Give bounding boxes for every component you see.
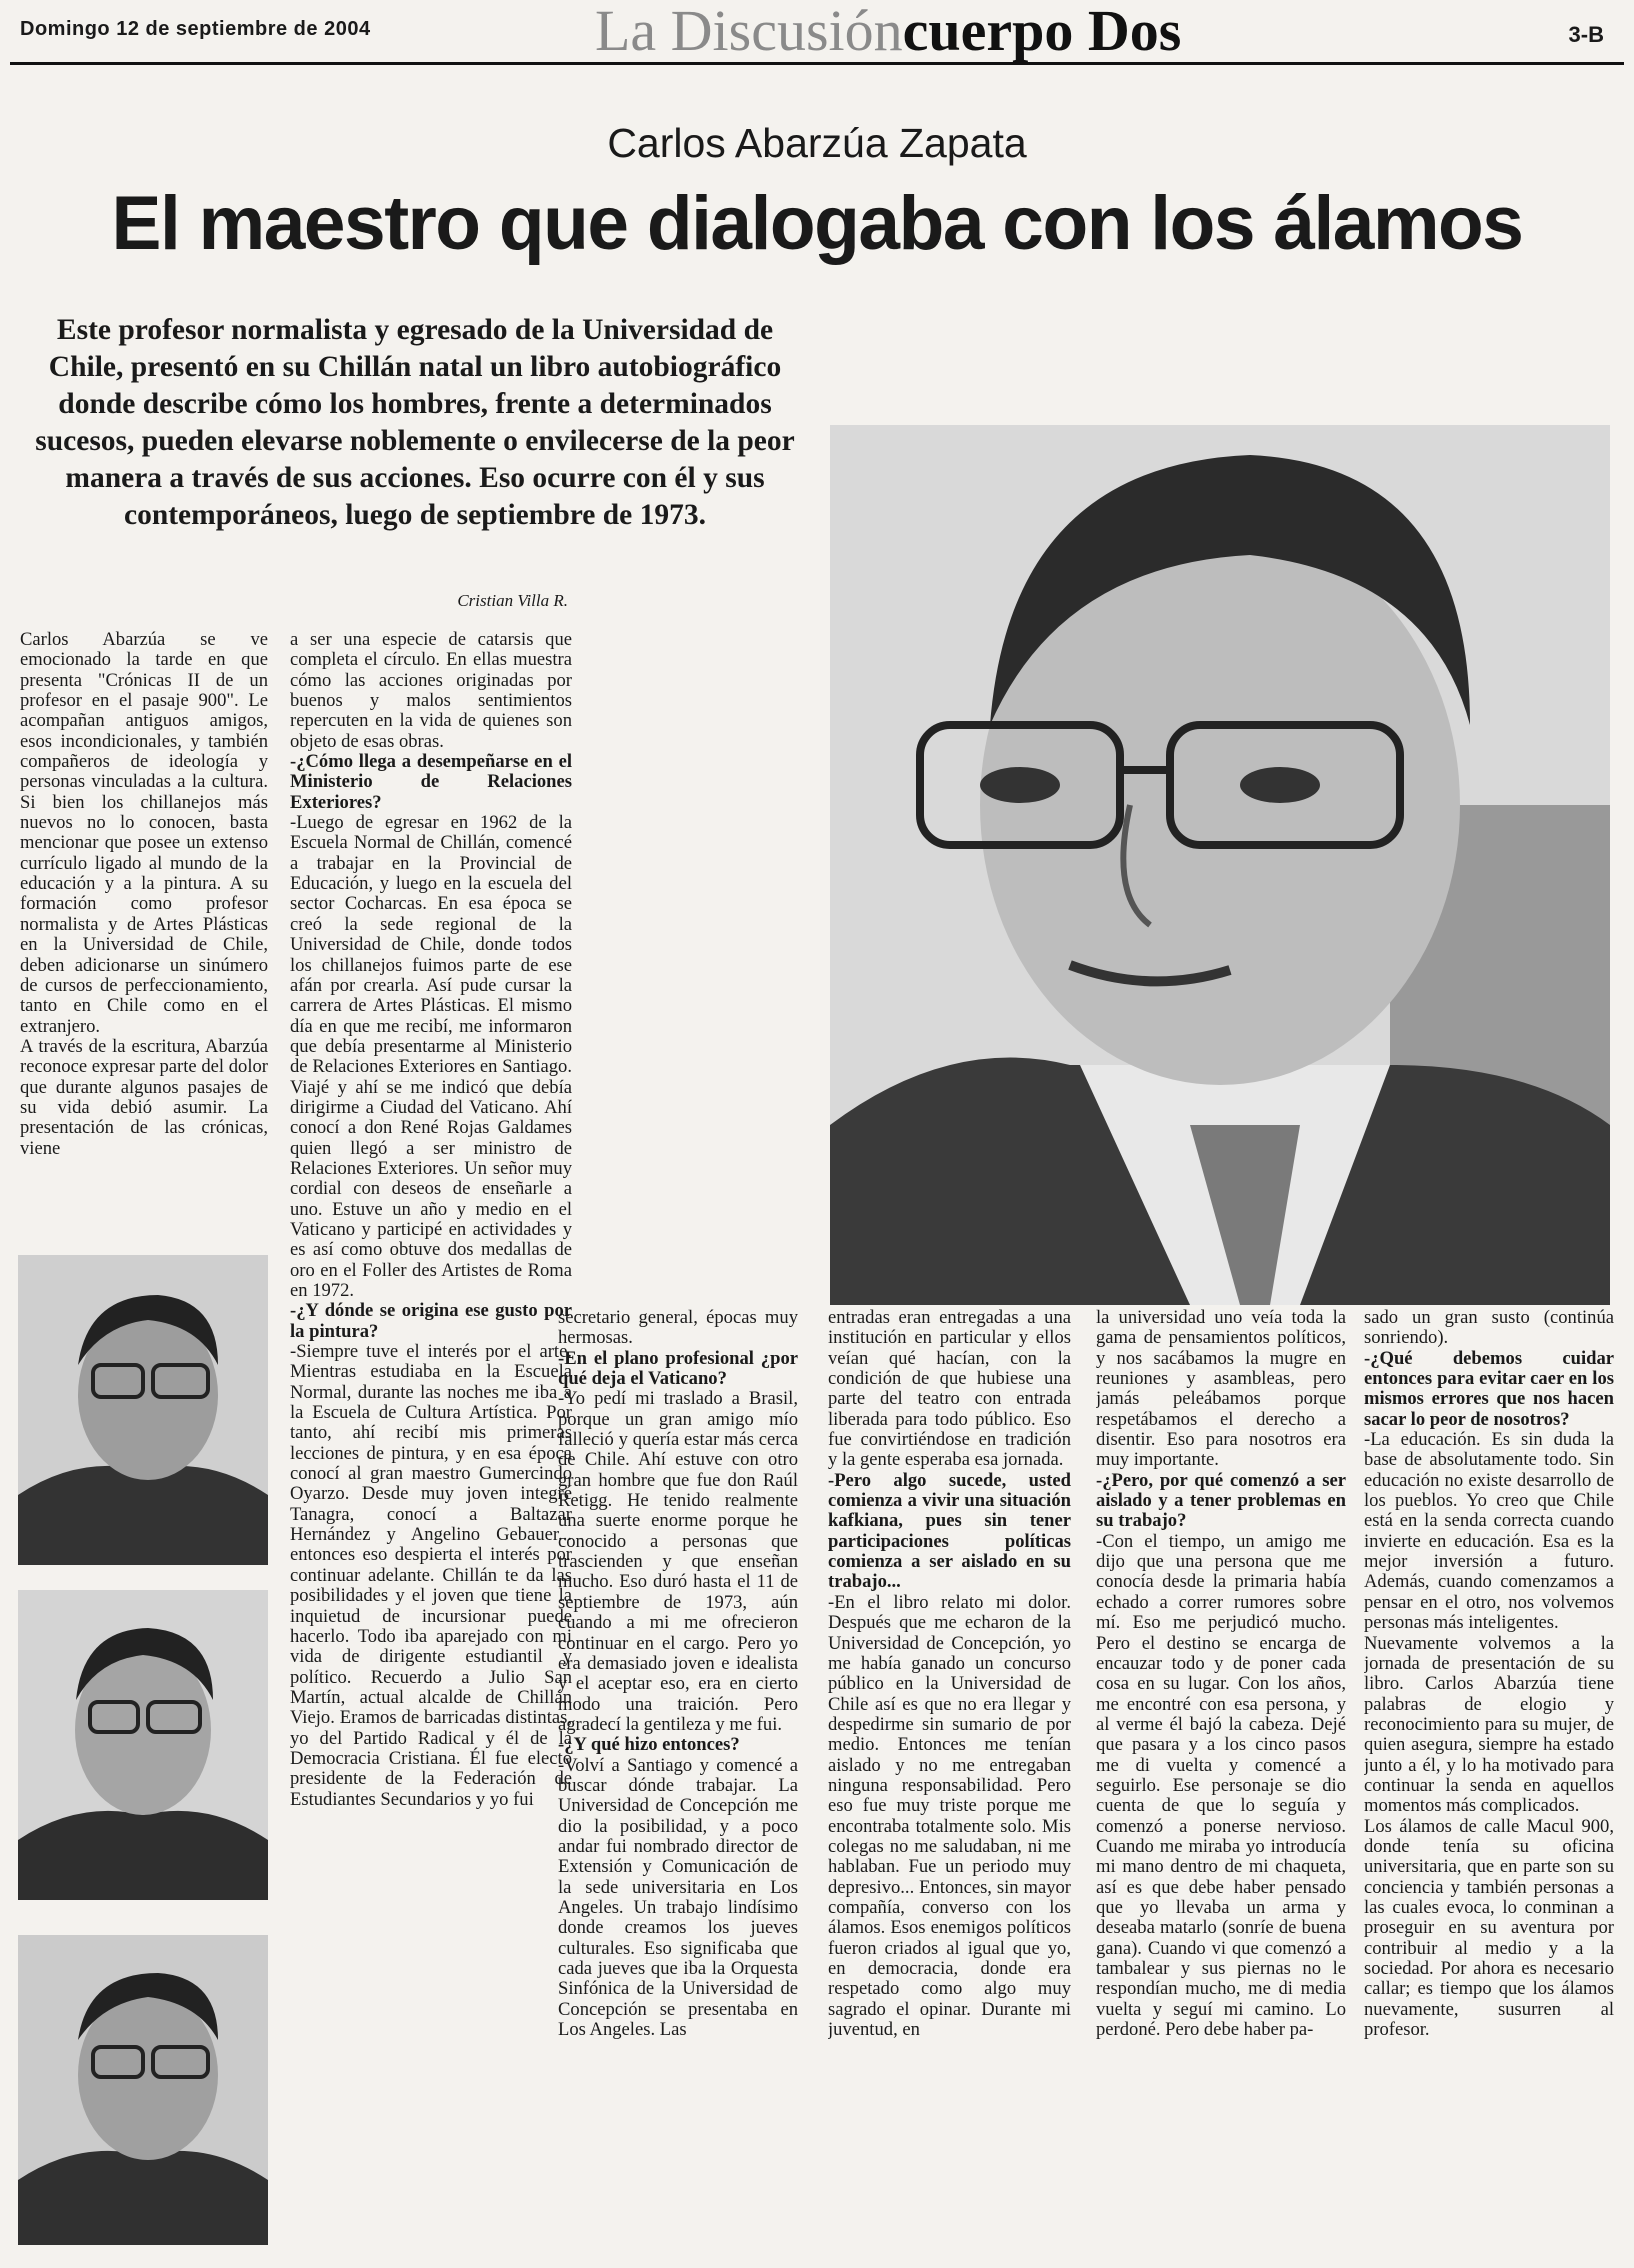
section-name: cuerpo Dos bbox=[902, 0, 1182, 63]
article-column-2 bbox=[290, 630, 572, 2264]
portrait-thumbnail-1 bbox=[18, 1255, 268, 1565]
interview-question: -¿Y qué hizo entonces? bbox=[558, 1734, 740, 1756]
paragraph: entradas eran entregadas a una institución en particular y ellos veían qué hacían, con la condición de que hubiese una parte del teatro con entrada liberada para todo público. Eso fue convirtiéndose en tradición y la gente esperaba esa jornada. bbox=[828, 1308, 1071, 1471]
portrait-illustration bbox=[830, 425, 1610, 1305]
paragraph: -Volví a Santiago y comencé a buscar dónde trabajar. La Universidad de Concepción me dio la posibilidad, y a poco andar fui nombrado director de Extensión y Comunicación de la sede universitaria en Los Angeles. Un trabajo lindísimo donde creamos los jueves culturales. Eso significaba que cada jueves que iba la Orquesta Sinfónica de la Universidad de Concepción se presentaba en Los Angeles. Las bbox=[558, 1754, 798, 2041]
interview-question: -En el plano profesional ¿por qué deja el Vaticano? bbox=[558, 1347, 798, 1390]
paragraph: -La educación. Es sin duda la base de absolutamente todo. Sin educación no existe desarrollo de los pueblos. Yo creo que Chile está en la senda correcta cuando invierte en educación. Esa es la mejor inversión a futuro. Además, cuando comenzamos a pensar en el otro, nos volvemos personas más inteligentes. bbox=[1364, 1429, 1614, 1634]
paragraph: -Siempre tuve el interés por el arte. Mientras estudiaba en la Escuela Normal, durante las noches me iba a la Escuela de Cultura Artística. Por tanto, ahí recibí mis primeras lecciones de pintura, y en esa época conocí al gran maestro Gumercindo Oyarzo. Desde muy joven integré Tanagra, conocí a Baltazar Hernández y Angelino Gebauer... entonces eso despierta el interés por continuar adelante. Chillán te da las posibilidades y el joven que tiene la inquietud de incursionar puede hacerlo. Todo iba aparejado con mi vida de dirigente estudiantil y político. Recuerdo a Julio San Martín, actual alcalde de Chillán Viejo. Eramos de barricadas distintas, yo del Partido Radical y él de la Democracia Cristiana. Él fue electo presidente de la Federación de Estudiantes Secundarios y yo fui bbox=[290, 1341, 572, 1810]
article-column-3 bbox=[558, 1308, 798, 2268]
article-column-4 bbox=[828, 1308, 1071, 2268]
paragraph: Nuevamente volvemos a la jornada de presentación de su libro. Carlos Abarzúa tiene palabras de elogio y reconocimiento para su mujer, de quien asegura, siempre ha estado junto a él, y lo ha motivado para continuar la senda en aquellos momentos más complicados. bbox=[1364, 1632, 1614, 1817]
masthead bbox=[595, 0, 1181, 62]
interview-question: -¿Cómo llega a desempeñarse en el Ministerio de Relaciones Exteriores? bbox=[290, 751, 572, 813]
paragraph: -En el libro relato mi dolor. Después que me echaron de la Universidad de Concepción, yo me había ganado un concurso público en la Universidad de Chile así es que no era llegar y despedirme sin sumario de por medio. Entonces me tenían aislado y no me entregaban ninguna responsabilidad. Pero eso fue muy triste porque me encontraba totalmente solo. Mis colegas no me saludaban, ni me hablaban. Fue un periodo muy depresivo... Entonces, sin mayor compañía, converso con los álamos. Esos enemigos políticos fueron criados al igual que yo, en democracia, donde era respetado como algo muy sagrado el opinar. Durante mi juventud, en bbox=[828, 1591, 1071, 2041]
article-headline: El maestro que dialogaba con los álamos bbox=[111, 181, 1523, 266]
article-column-6 bbox=[1364, 1308, 1614, 2268]
paragraph: a ser una especie de catarsis que completa el círculo. En ellas muestra cómo las acciones originadas por buenos y malos sentimientos repercuten en la vida de quienes son objeto de esas obras. bbox=[290, 630, 572, 752]
portrait-thumbnail-3 bbox=[18, 1935, 268, 2245]
header-rule bbox=[10, 62, 1624, 65]
interview-question: -Pero algo sucede, usted comienza a vivir una situación kafkiana, pues sin tener participaciones políticas comienza a ser aislado en su trabajo... bbox=[828, 1469, 1071, 1593]
paragraph: -Yo pedí mi traslado a Brasil, porque un gran amigo mío falleció y quería estar más cerca de Chile. Ahí estuve con otro gran hombre que fue don Raúl Retigg. He tenido realmente una suerte enorme porque he conocido a personas que trascienden y que enseñan mucho. Eso duró hasta el 11 de septiembre de 1973, aún cuando a mi me ofrecieron continuar en el cargo. Pero yo era demasiado joven e idealista y el aceptar eso, era en cierto modo una traición. Pero agradecí la gentileza y me fui. bbox=[558, 1388, 798, 1735]
interview-question: -¿Qué debemos cuidar entonces para evitar caer en los mismos errores que nos hacen sacar lo peor de nosotros? bbox=[1364, 1347, 1614, 1430]
article-column-5 bbox=[1096, 1308, 1346, 2268]
paragraph: -Con el tiempo, un amigo me dijo que una persona que me conocía desde la primaria había echado a correr rumores sobre mí. Eso me perjudicó mucho. Pero el destino se encarga de encauzar todo y de poner cada cosa en su lugar. Con los años, me encontré con esa persona, y al verme él bajó la cabeza. Dejé que pasara y a los cinco pasos me di vuelta y comencé a seguirlo. Ese personaje se dio cuenta de que lo seguía y comenzó a ponerse nervioso. Cuando me miraba yo introducía mi mano dentro de mi chaqueta, así es que debe haber pensado que yo llevaba un arma y deseaba matarlo (sonríe de buena gana). Cuando vi que comenzó a tambalear y sus piernas no le respondían mucho, me di media vuelta y seguí mi camino. Lo perdoné. Pero debe haber pa- bbox=[1096, 1530, 1346, 2041]
interview-question: -¿Pero, por qué comenzó a ser aislado y a tener problemas en su trabajo? bbox=[1096, 1469, 1346, 1532]
paragraph: -Luego de egresar en 1962 de la Escuela Normal de Chillán, comencé a trabajar en la Provincial de Educación, y luego en la escuela del sector Cocharcas. En esa época se creó la sede regional de la Universidad de Chile, donde todos los chillanejos fuimos parte de ese afán por crearla. Así pude cursar la carrera de Artes Plásticas. El mismo día en que me recibí, me informaron que debía presentarme al Ministerio de Relaciones Exteriores en Santiago. Viajé y ahí se me indicó que debía dirigirme a Ciudad del Vaticano. Ahí conocí a don René Rojas Galdames quien llegó a ser ministro de Relaciones Exteriores. Un señor muy cordial con deseos de enseñarle a uno. Estuve un año y medio en el Vaticano y participé en actividades y es así como obtuve dos medallas de oro en el Foller des Artistes de Roma en 1972. bbox=[290, 812, 572, 1301]
paragraph: Los álamos de calle Macul 900, donde tenía su oficina universitaria, que en parte son su conciencia y también personas a las cuales evoca, lo conminan a proseguir en su aventura por contribuir al medio y a la sociedad. Por ahora es necesario callar; es tiempo que los álamos nuevamente, susurren al profesor. bbox=[1364, 1815, 1614, 2041]
paragraph: Carlos Abarzúa se ve emocionado la tarde en que presenta "Crónicas II de un profesor en el pasaje 900". Le acompañan antiguos amigos, esos incondicionales, y también compañeros de ideología y personas vinculadas a la cultura. Si bien los chillanejos más nuevos no lo conocen, basta mencionar que posee un extenso currículo ligado al mundo de la educación y a la pintura. A su formación como profesor normalista y de Artes Plásticas en la Universidad de Chile, deben adicionarse un sinúmero de cursos de perfeccionamiento, tanto en Chile como en el extranjero. bbox=[20, 630, 268, 1037]
interview-question: -¿Y dónde se origina ese gusto por la pintura? bbox=[290, 1300, 572, 1342]
portrait-thumbnail-2 bbox=[18, 1590, 268, 1900]
paragraph: secretario general, épocas muy hermosas. bbox=[558, 1308, 798, 1349]
article-lead: Este profesor normalista y egresado de la Universidad de Chile, presentó en su Chillán natal un libro autobiográfico donde describe cómo los hombres, frente a determinados sucesos, pueden elevarse noblemente o envilecerse de la peor manera a través de sus acciones. Eso ocurre con él y sus contemporáneos, luego de septiembre de 1973. bbox=[35, 314, 795, 531]
article-column-1 bbox=[20, 630, 268, 1210]
article-subject-name: Carlos Abarzúa Zapata bbox=[607, 120, 1027, 166]
paragraph: sado un gran susto (continúa sonriendo). bbox=[1364, 1308, 1614, 1349]
page-number: 3-B bbox=[1568, 22, 1604, 47]
paragraph: la universidad uno veía toda la gama de pensamientos políticos, y nos sacábamos la mugre en reuniones y asambleas, pero jamás peleábamos porque respetábamos el derecho a disentir. Eso para nosotros era muy importante. bbox=[1096, 1308, 1346, 1471]
paper-name: La Discusión bbox=[595, 0, 903, 63]
paragraph: A través de la escritura, Abarzúa reconoce expresar parte del dolor que durante algunos pasajes de su vida debió asumir. La presentación de las crónicas, viene bbox=[20, 1035, 268, 1159]
byline: Cristian Villa R. bbox=[457, 591, 568, 610]
portrait-photo bbox=[830, 425, 1610, 1305]
issue-date: Domingo 12 de septiembre de 2004 bbox=[20, 18, 371, 40]
